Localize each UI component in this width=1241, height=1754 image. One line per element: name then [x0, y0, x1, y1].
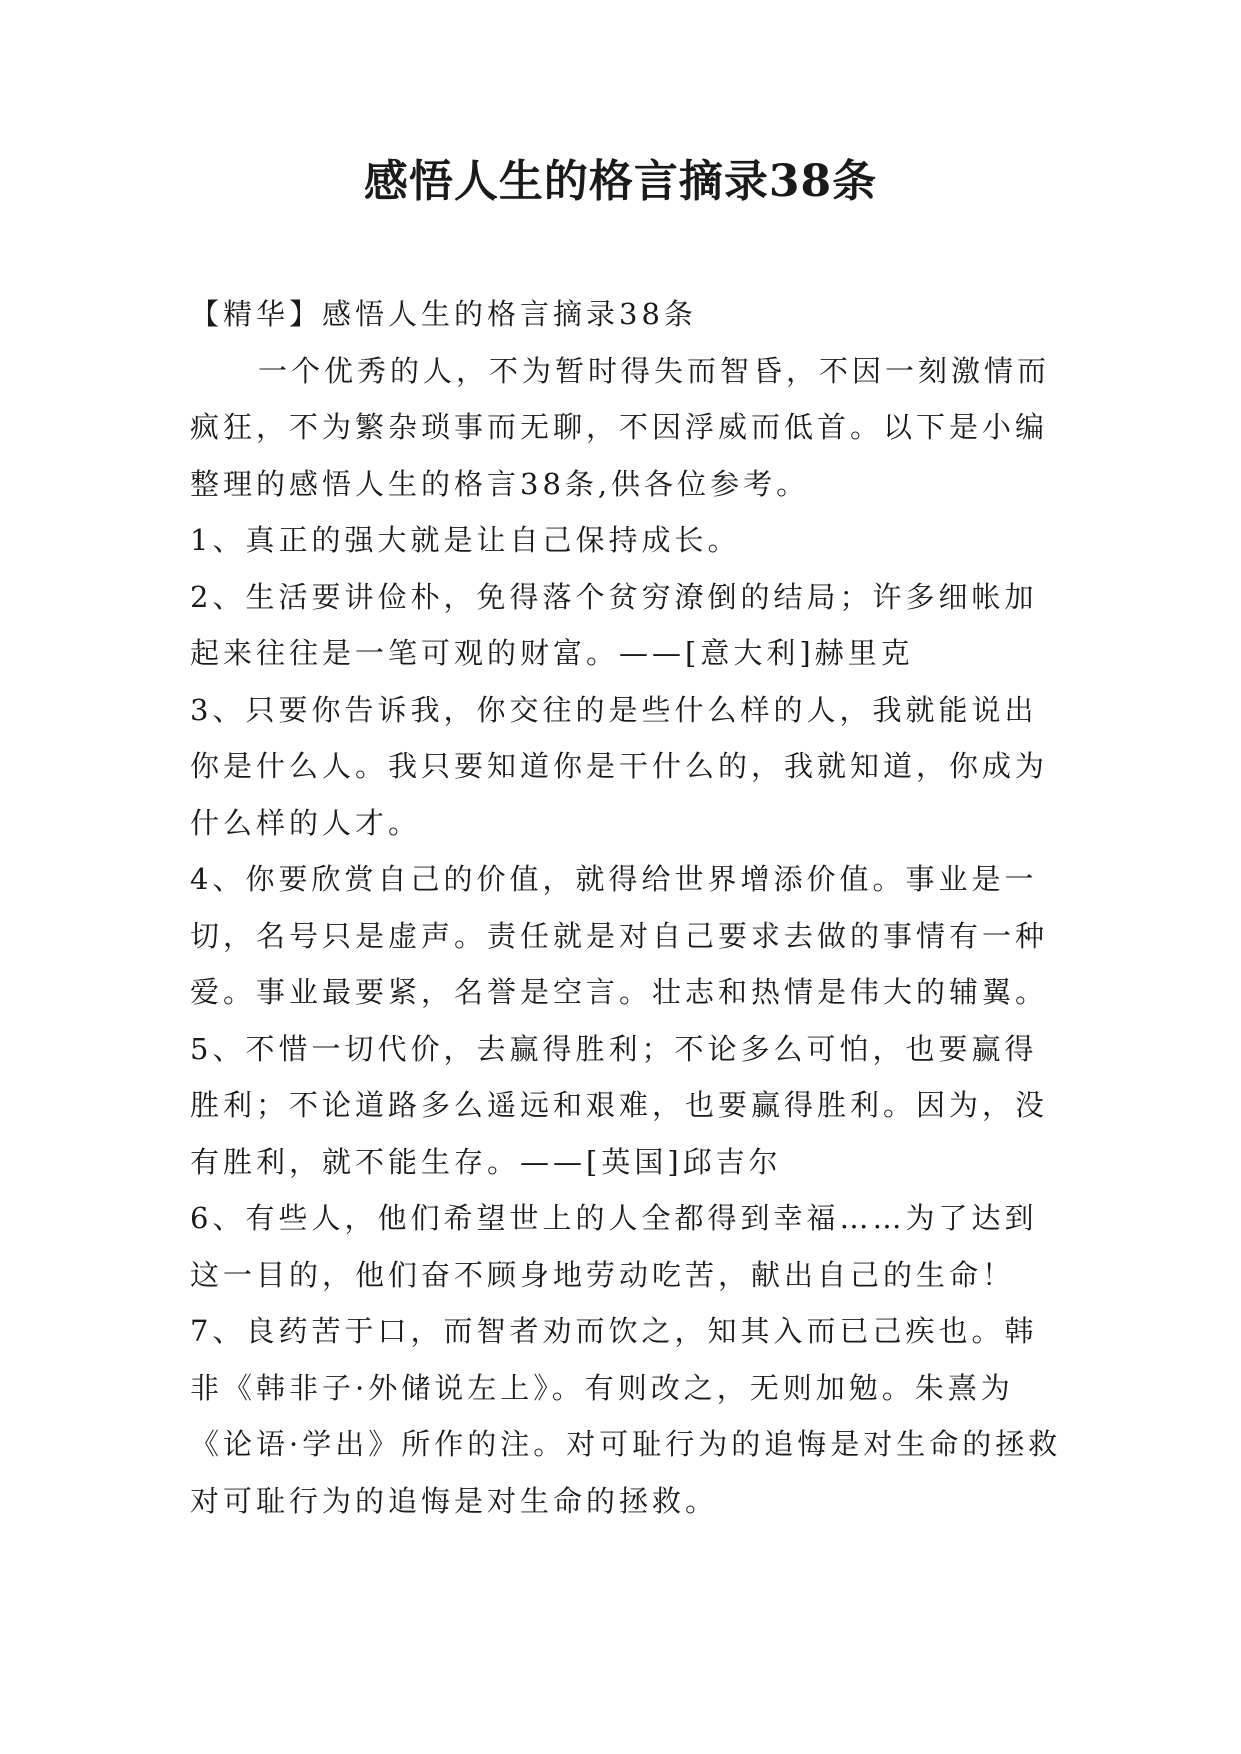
document-body [190, 286, 1062, 1529]
quote-item-1: 1、真正的强大就是让自己保持成长。 [190, 523, 741, 557]
document-title: 感悟人生的格言摘录38条 [363, 156, 878, 207]
quote-item-4: 4、你要欣赏自己的价值，就得给世界增添价值。事业是一切，名号只是虚声。责任就是对自己要求去做的事情有一种爱。事业最要紧，名誉是空言。壮志和热情是伟大的辅翼。 [190, 862, 1049, 1009]
quote-item-5: 5、不惜一切代价，去赢得胜利；不论多么可怕，也要赢得胜利；不论道路多么遥远和艰难，也要赢得胜利。因为，没有胜利，就不能生存。——[英国]邱吉尔 [190, 1031, 1049, 1179]
quote-item-3: 3、只要你告诉我，你交往的是些什么样的人，我就能说出你是什么人。我只要知道你是干什么的，我就知道，你成为什么样的人才。 [190, 692, 1049, 840]
quote-item-6: 6、有些人，他们希望世上的人全都得到幸福……为了达到这一目的，他们奋不顾身地劳动吃苦，献出自己的生命！ [190, 1201, 1038, 1292]
quote-item-7: 7、良药苦于口，而智者劝而饮之，知其入而已己疾也。韩非《韩非子·外储说左上》。有则改之，无则加勉。朱熹为《论语·学出》所作的注。对可耻行为的追悔是对生命的拯救对可耻行为的追悔是对生命的拯救。 [190, 1314, 1062, 1518]
intro-paragraph: 一个优秀的人，不为暂时得失而智昏，不因一刻激情而疯狂，不为繁杂琐事而无聊，不因浮威而低首。以下是小编整理的感悟人生的格言38条,供各位参考。 [190, 353, 1051, 501]
quote-item-2: 2、生活要讲俭朴，免得落个贫穷潦倒的结局；许多细帐加起来往往是一笔可观的财富。——[意大利]赫里克 [190, 579, 1038, 670]
subtitle-line: 【精华】感悟人生的格言摘录38条 [190, 297, 697, 331]
